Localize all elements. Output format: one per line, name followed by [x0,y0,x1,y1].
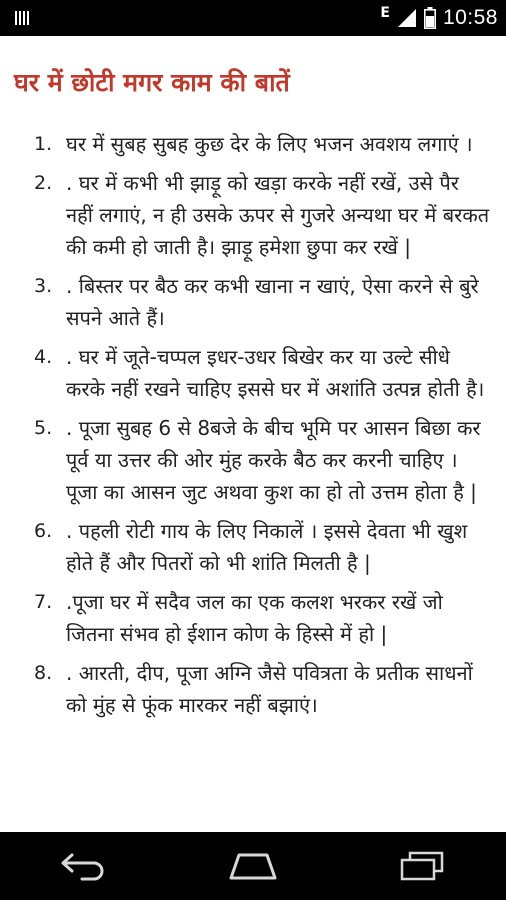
list-item-number: 7. [34,591,53,613]
home-button[interactable] [223,844,283,888]
battery-icon [424,7,436,29]
recents-icon [396,851,448,881]
list-item-number: 5. [34,417,53,439]
home-icon [227,851,279,881]
clock: 10:58 [442,6,498,29]
list-item-number: 6. [34,520,53,542]
navigation-bar [0,832,506,900]
list-item-number: 8. [34,662,53,684]
list-item-number: 4. [34,346,53,368]
list-item [0,341,506,405]
list-item [0,128,506,160]
list-item [0,657,506,721]
list-item-text: . आरती, दीप, पूजा अग्नि जैसे पवित्रता के प्रतीक साधनों को मुंह से फूंक मारकर नहीं बझाएं। [66,661,473,717]
list-item-number: 1. [34,133,53,155]
list-item-number: 2. [34,172,53,194]
network-type: E [380,5,390,21]
notification-bars-icon [14,9,32,27]
tips-list [0,128,506,728]
article-content[interactable] [0,36,506,832]
list-item [0,412,506,508]
page-title: घर में छोटी मगर काम की बातें [14,68,290,97]
list-item-text: . पूजा सुबह 6 से 8बजे के बीच भूमि पर आसन बिछा कर पूर्व या उत्तर की ओर मुंह करके बैठ कर करनी चाहिए । पूजा का आसन जुट अथवा कुश का हो तो उत्तम होता है | [66,416,481,504]
list-item-text: घर में सुबह सुबह कुछ देर के लिए भजन अवशय लगाएं । [66,132,473,156]
list-item [0,586,506,650]
list-item-text: . घर में कभी भी झाड़ू को खड़ा करके नहीं रखें, उसे पैर नहीं लगाएं, न ही उसके ऊपर से गुजरे अन्यथा घर में बरकत की कमी हो जाती है। झाड़ू हमेशा छुपा कर रखें | [66,171,490,259]
back-button[interactable] [54,844,114,888]
recents-button[interactable] [392,844,452,888]
list-item-number: 3. [34,275,53,297]
status-bar [0,0,506,36]
list-item-text: . घर में जूते-चप्पल इधर-उधर बिखेर कर या उल्टे सीधे करके नहीं रखने चाहिए इससे घर में अशांति उत्पन्न होती है। [66,345,485,401]
list-item [0,515,506,579]
list-item-text: . पहली रोटी गाय के लिए निकालें । इससे देवता भी खुश होते हैं और पितरों को भी शांति मिलती है | [66,519,468,575]
list-item [0,270,506,334]
list-item-text: . बिस्तर पर बैठ कर कभी खाना न खाएं, ऐसा करने से बुरे सपने आते हैं। [66,274,479,330]
status-icons [380,0,498,36]
signal-icon [397,8,417,28]
list-item [0,167,506,263]
list-item-text: .पूजा घर में सदैव जल का एक कलश भरकर रखें जो जितना संभव हो ईशान कोण के हिस्से में हो | [66,590,443,646]
back-icon [58,851,110,881]
